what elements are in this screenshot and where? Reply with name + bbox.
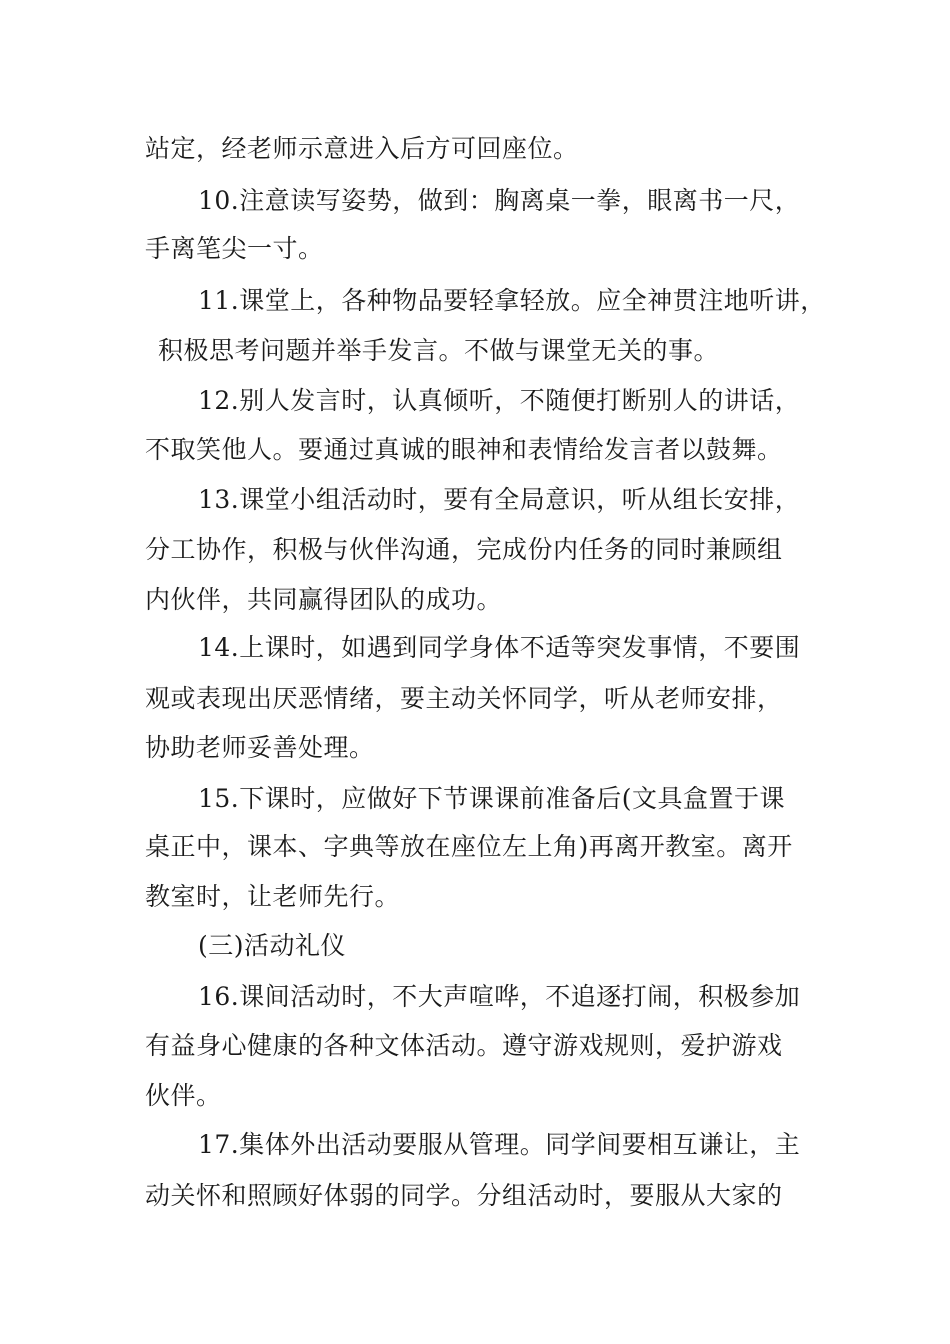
rule-13-line-2: 分工协作，积极与伙伴沟通，完成份内任务的同时兼顾组 bbox=[145, 535, 783, 564]
section-heading: (三)活动礼仪 bbox=[198, 931, 347, 960]
rule-12-line-1: 12.别人发言时，认真倾听，不随便打断别人的讲话， bbox=[198, 386, 801, 415]
rule-11-line-2: 积极思考问题并举手发言。不做与课堂无关的事。 bbox=[158, 336, 720, 365]
rule-13-line-3: 内伙伴，共同赢得团队的成功。 bbox=[145, 585, 503, 614]
rule-17-line-1: 17.集体外出活动要服从管理。同学间要相互谦让，主 bbox=[198, 1130, 801, 1159]
rule-15-line-1: 15.下课时，应做好下节课课前准备后(文具盒置于课 bbox=[198, 784, 786, 813]
rule-15-line-2: 桌正中，课本、字典等放在座位左上角)再离开教室。离开 bbox=[145, 832, 793, 861]
rule-10-line-1: 10.注意读写姿势，做到：胸离桌一拳，眼离书一尺， bbox=[198, 186, 801, 215]
rule-16-line-2: 有益身心健康的各种文体活动。遵守游戏规则，爱护游戏 bbox=[145, 1031, 783, 1060]
rule-17-line-2: 动关怀和照顾好体弱的同学。分组活动时，要服从大家的 bbox=[145, 1181, 783, 1210]
rule-13-line-1: 13.课堂小组活动时，要有全局意识，听从组长安排， bbox=[198, 485, 801, 514]
rule-14-line-1: 14.上课时，如遇到同学身体不适等突发事情，不要围 bbox=[198, 633, 801, 662]
rule-15-line-3: 教室时，让老师先行。 bbox=[145, 882, 401, 911]
rule-16-line-1: 16.课间活动时，不大声喧哗，不追逐打闹，积极参加 bbox=[198, 982, 801, 1011]
rule-12-line-2: 不取笑他人。要通过真诚的眼神和表情给发言者以鼓舞。 bbox=[145, 435, 783, 464]
text-line: 站定，经老师示意进入后方可回座位。 bbox=[145, 134, 579, 163]
rule-14-line-2: 观或表现出厌恶情绪，要主动关怀同学，听从老师安排， bbox=[145, 684, 783, 713]
rule-11-line-1: 11.课堂上，各种物品要轻拿轻放。应全神贯注地听讲， bbox=[198, 286, 826, 315]
rule-14-line-3: 协助老师妥善处理。 bbox=[145, 733, 375, 762]
rule-10-line-2: 手离笔尖一寸。 bbox=[145, 234, 324, 263]
rule-16-line-3: 伙伴。 bbox=[145, 1081, 222, 1110]
